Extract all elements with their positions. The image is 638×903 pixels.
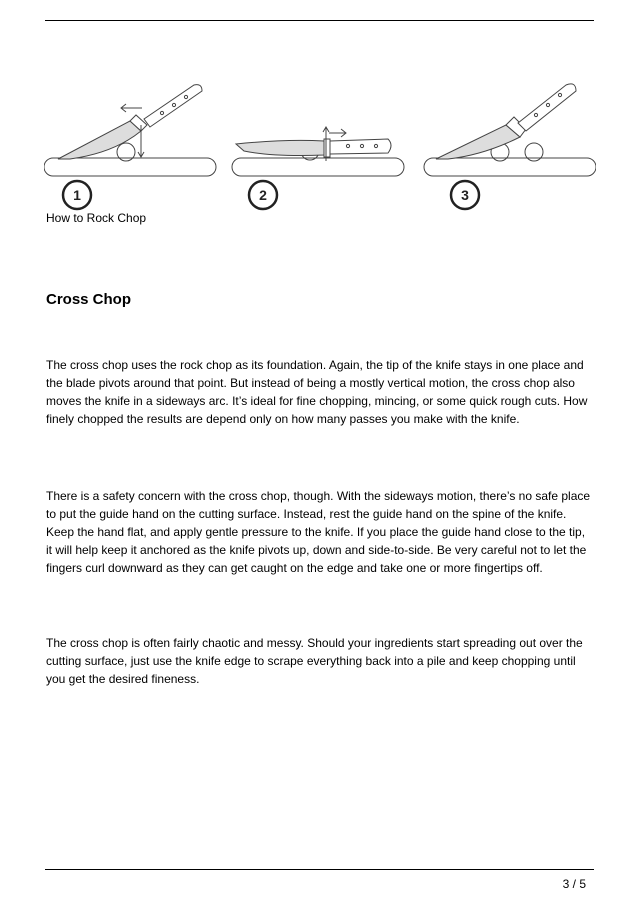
- step-1-panel: [44, 85, 216, 176]
- paragraph-3: The cross chop is often fairly chaotic and messy. Should your ingredients start spreading out over the cutting surface, just use the knife edge to scrape everything back into a pile and keep chopping until you get the desired fineness.: [46, 636, 583, 686]
- step-2-badge: 2: [259, 187, 267, 203]
- footer-rule: [45, 869, 594, 870]
- page-number: 3 / 5: [562, 877, 586, 891]
- step-1-badge: 1: [73, 187, 81, 203]
- section-heading: Cross Chop: [46, 291, 132, 308]
- paragraph-1: The cross chop uses the rock chop as its foundation. Again, the tip of the knife stays in one place and the blade pivots around that point. But instead of being a mostly vertical motion, the cross chop also moves the knife in a sideways arc. It’s ideal for fine chopping, mincing, or some quick rough cuts. How finely chopped the results are depend only on how many passes you make with the knife.: [46, 358, 588, 426]
- rock-chop-illustration: [44, 75, 596, 215]
- step-2-panel: [232, 127, 404, 176]
- paragraph-2: There is a safety concern with the cross chop, though. With the sideways motion, there’s no safe place to put the guide hand on the cutting surface. Instead, rest the guide hand on the spine of the knife. Keep the hand flat, and apply gentle pressure to the knife. If you place the guide hand close to the tip, it will help keep it anchored as the knife pivots up, down and side-to-side. Be very careful not to let the fingers curl downward as they can get caught on the edge and take one or more fingertips off.: [46, 489, 591, 575]
- step-3-badge: 3: [461, 187, 469, 203]
- figure-caption: How to Rock Chop: [46, 211, 147, 225]
- step-3-panel: [424, 84, 596, 176]
- header-rule: [45, 20, 594, 21]
